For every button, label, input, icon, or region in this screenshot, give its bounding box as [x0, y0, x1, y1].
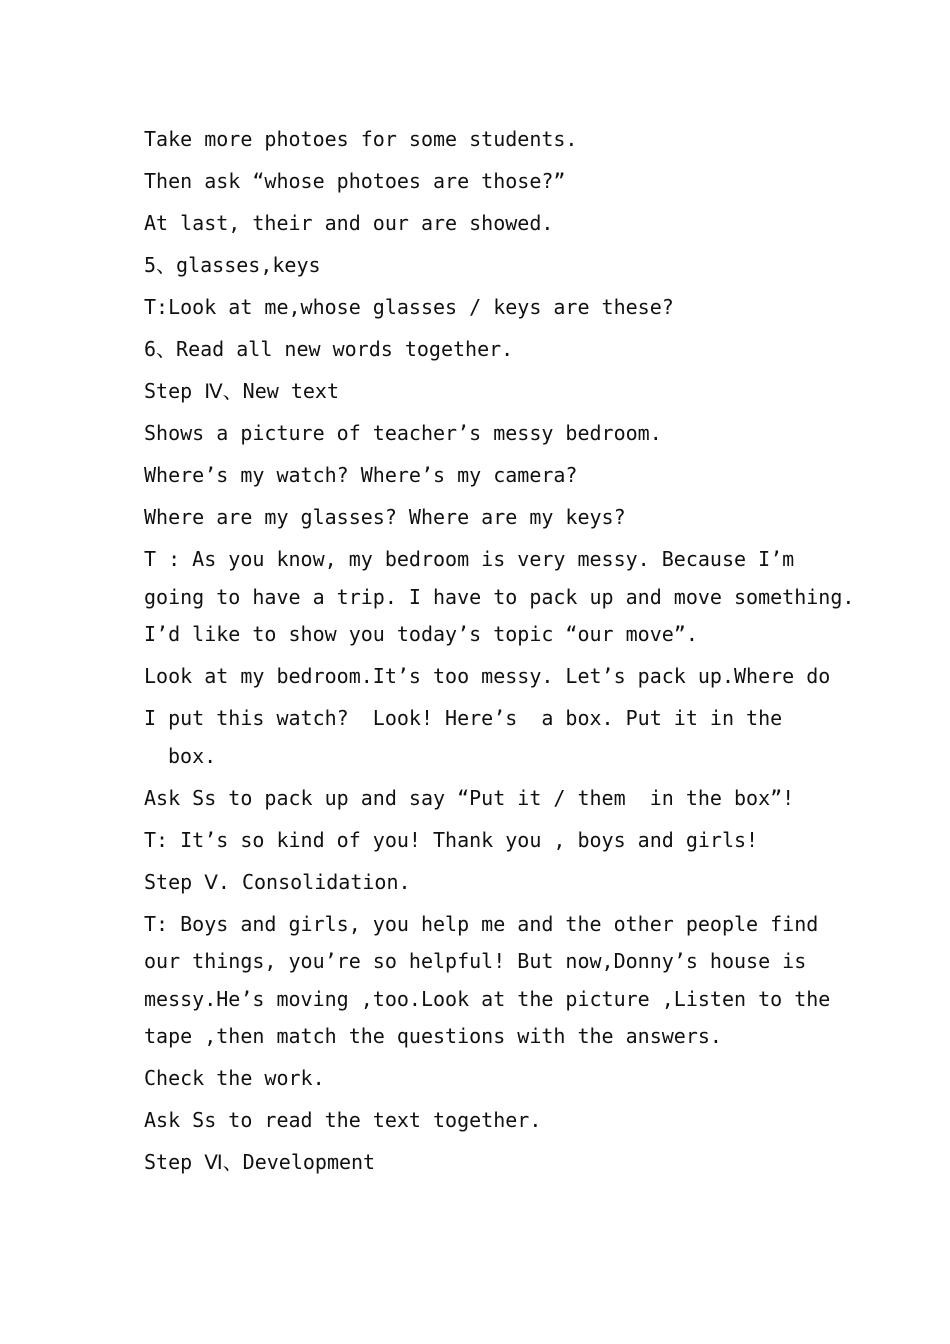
document-body: [144, 121, 855, 1186]
paragraph-line: T : As you know, my bedroom is very messy. Because I’m: [144, 547, 795, 571]
paragraph-line: tape ,then match the questions with the answers.: [144, 1024, 722, 1048]
paragraph-line: I’d like to show you today’s topic “our move”.: [144, 622, 698, 646]
text-line: Ask Ss to read the text together.: [144, 1108, 542, 1132]
section-heading: Step Ⅳ、New text: [144, 379, 339, 403]
paragraph-line: box.: [168, 743, 217, 768]
text-line: Ask Ss to pack up and say “Put it / them in the box”!: [144, 785, 795, 810]
paragraph-line: I put this watch? Look! Here’s a box. Put it in the: [144, 706, 783, 730]
text-line: Then ask “whose photoes are those?”: [144, 169, 566, 193]
text-line: 6、Read all new words together.: [144, 337, 514, 361]
text-line: T:Look at me,whose glasses / keys are these?: [144, 295, 674, 319]
paragraph-consolidation: [144, 906, 831, 1056]
text-line: Where are my glasses? Where are my keys?: [144, 505, 626, 529]
text-line: T: It’s so kind of you! Thank you , boys and girls!: [144, 827, 759, 852]
text-line: Check the work.: [144, 1066, 325, 1090]
paragraph-line: messy.He’s moving ,too.Look at the picture ,Listen to the: [144, 986, 831, 1011]
section-heading: Step Ⅴ. Consolidation.: [144, 869, 411, 894]
text-line: Where’s my watch? Where’s my camera?: [144, 463, 578, 487]
paragraph-line: T: Boys and girls, you help me and the other people find: [144, 911, 819, 936]
paragraph-line: our things, you’re so helpful! But now,Donny’s house is: [144, 949, 807, 973]
paragraph-teacher-intro: [144, 541, 855, 654]
text-line: At last, their and our are showed.: [144, 211, 554, 235]
paragraph-put-watch: [144, 700, 824, 775]
paragraph-line: going to have a trip. I have to pack up and move something.: [144, 584, 855, 609]
text-line: 5、glasses,keys: [144, 253, 321, 277]
text-line: Look at my bedroom.It’s too messy. Let’s pack up.Where do: [144, 664, 831, 688]
text-line: Take more photoes for some students.: [144, 127, 578, 151]
section-heading: Step Ⅵ、Development: [144, 1150, 376, 1174]
text-line: Shows a picture of teacher’s messy bedroom.: [144, 421, 662, 445]
